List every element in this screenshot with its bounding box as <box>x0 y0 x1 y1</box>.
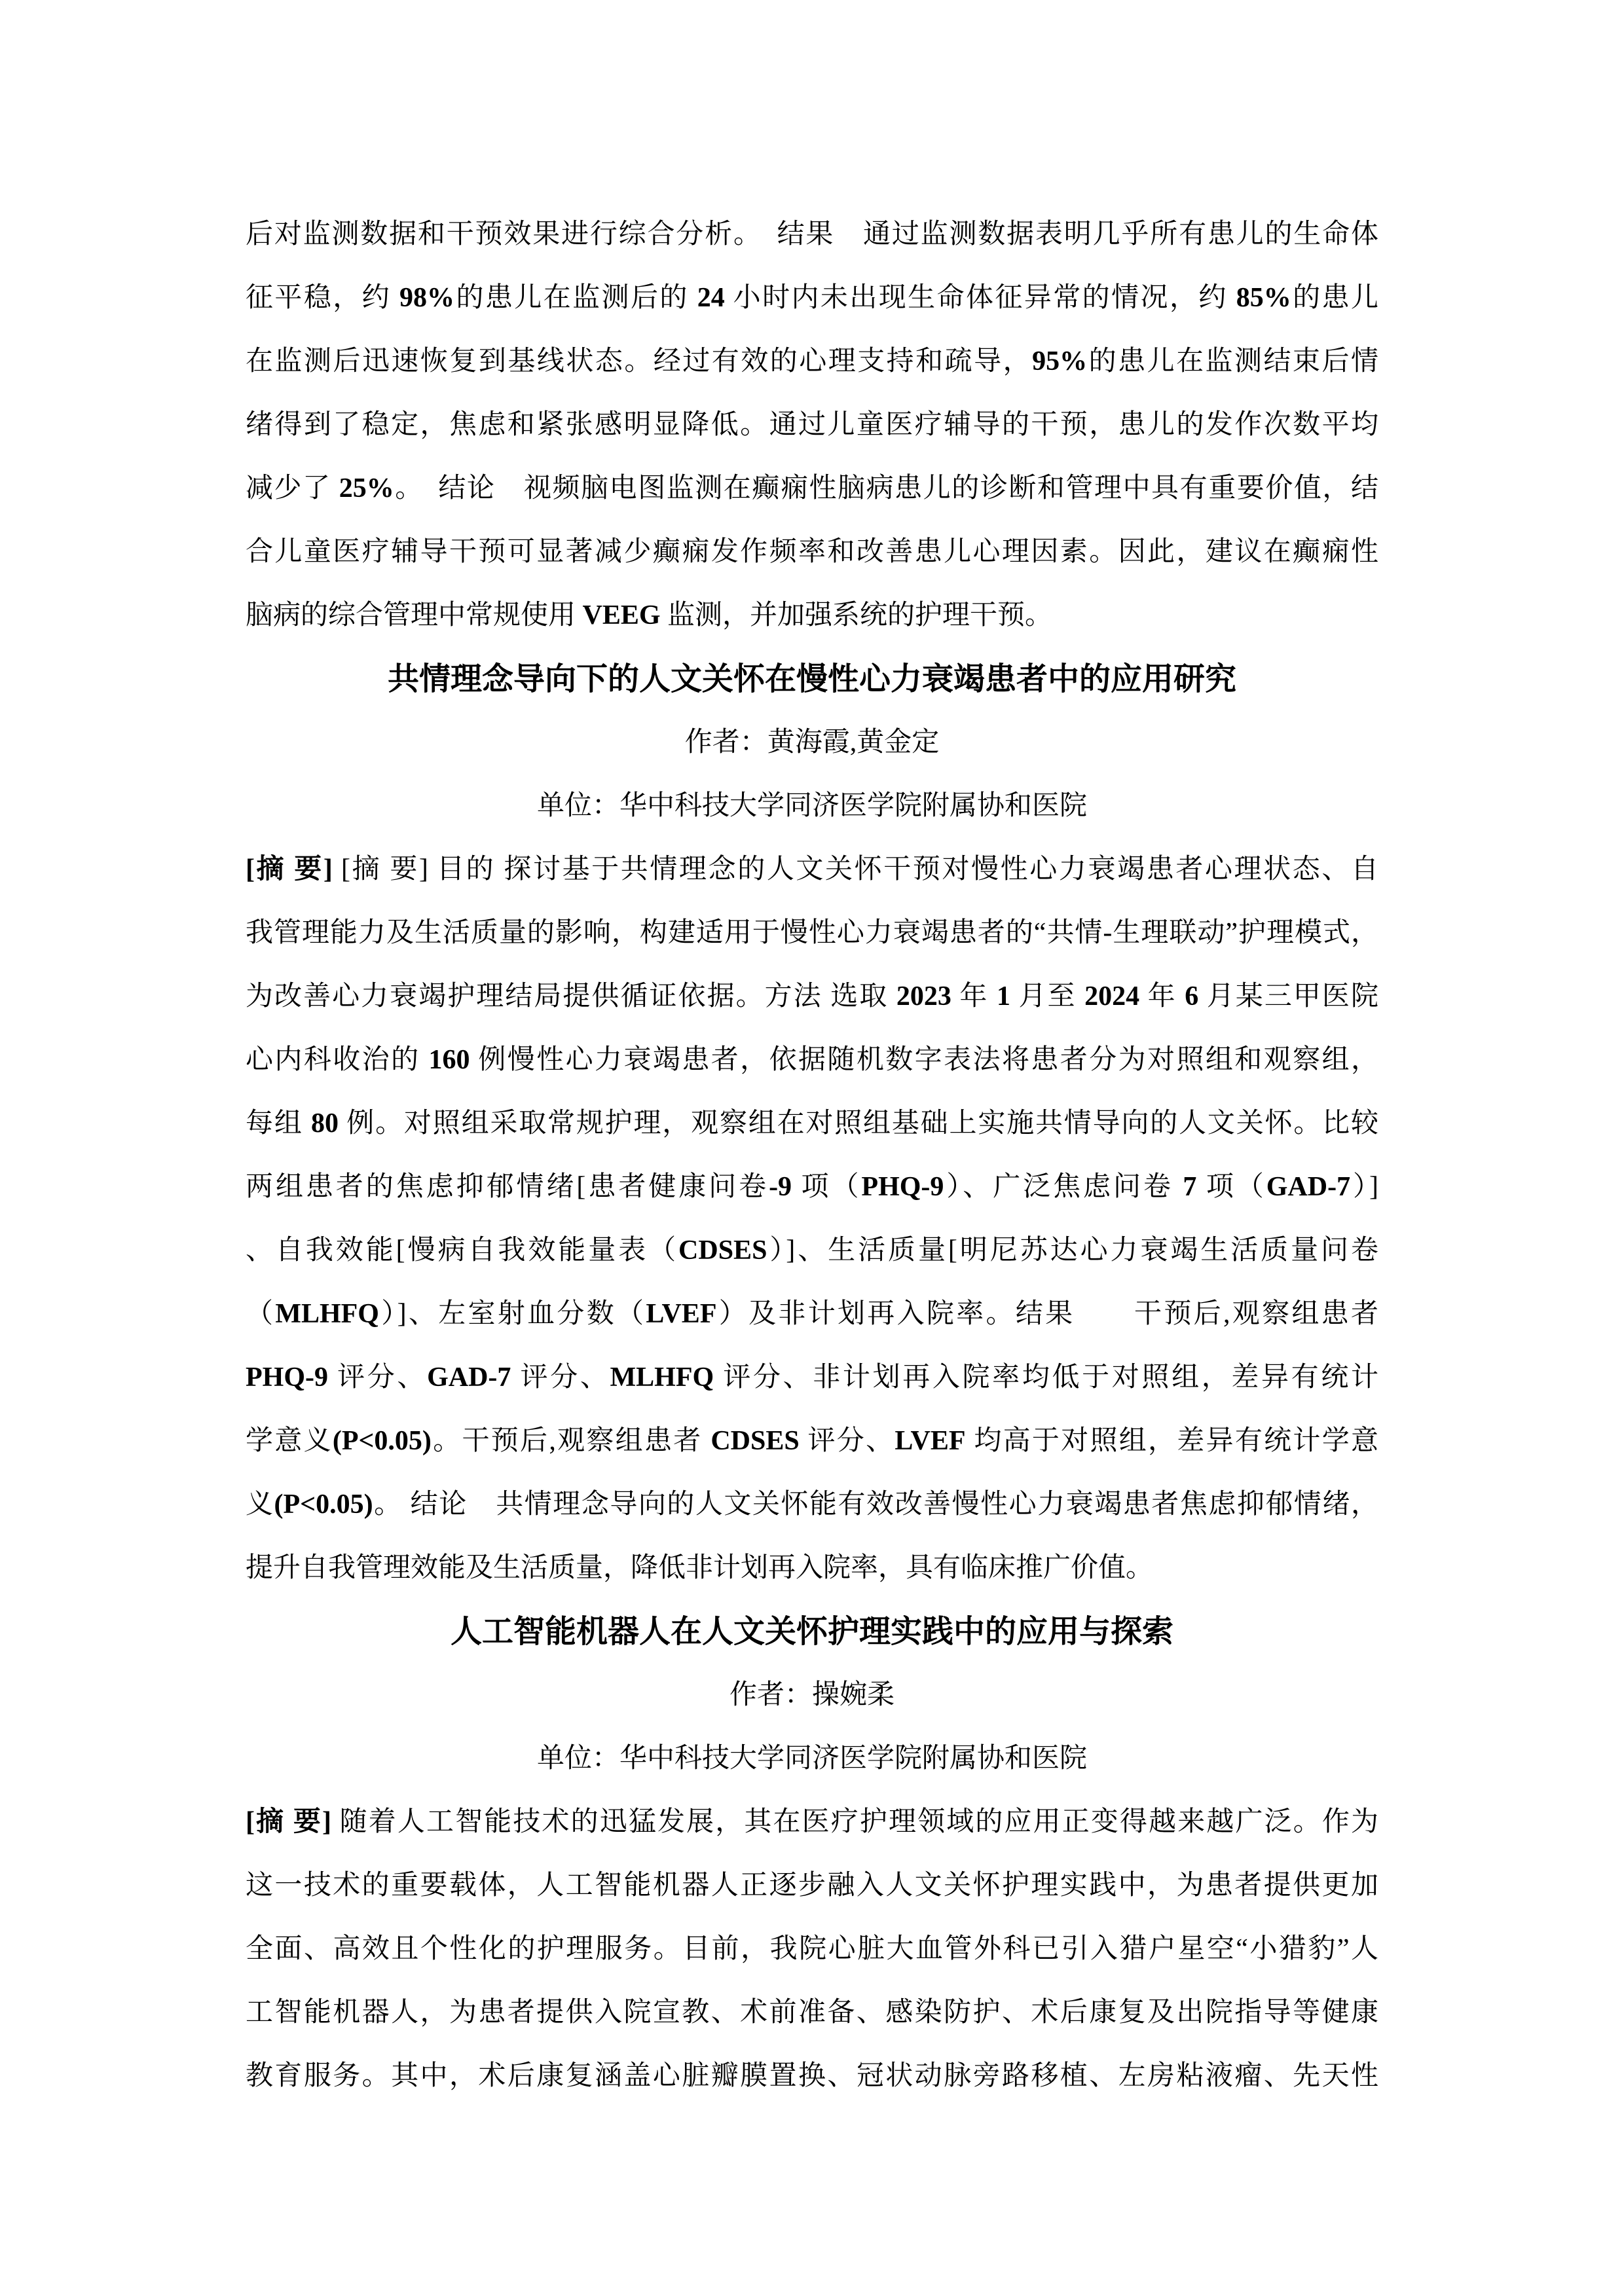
article2-abstract-line-8 <box>246 1283 1378 1346</box>
abstract1-line-3 <box>246 330 1378 393</box>
text-run: 两组患者的焦虑抑郁情绪[患者健康问卷 <box>246 1172 769 1202</box>
text-run: 评分、 <box>327 1362 428 1393</box>
text-run: 学意义 <box>246 1426 333 1456</box>
bold-text-run: [摘 要] <box>246 854 333 884</box>
bold-text-run: GAD-7 <box>1266 1172 1351 1202</box>
article2-abstract-line-7 <box>246 1219 1378 1283</box>
article2-abstract-line-5 <box>246 1092 1378 1156</box>
article2-abstract-line-6 <box>246 1156 1378 1219</box>
text-run: 。干预后,观察组患者 <box>431 1426 711 1456</box>
text-run: 我管理能力及生活质量的影响，构建适用于慢性心力衰竭患者的“共情-生理联动”护理模式， <box>246 918 1378 948</box>
text-run: 年 <box>951 981 997 1011</box>
abstract1-line-6 <box>246 520 1378 584</box>
text-run: （ <box>246 1299 276 1329</box>
abstract1-line-7 <box>246 584 1378 647</box>
text-run: 例慢性心力衰竭患者，依据随机数字表法将患者分为对照组和观察组， <box>470 1045 1378 1075</box>
text-run: 的患儿在监测后的 <box>454 283 697 313</box>
bold-text-run: GAD-7 <box>427 1362 511 1393</box>
text-run: 每组 <box>246 1108 311 1139</box>
article3-abstract-line-5 <box>246 2045 1378 2108</box>
text-run: 作者：操婉柔 <box>729 1680 895 1710</box>
bold-text-run: 98% <box>399 283 455 313</box>
text-run: 评分、 <box>511 1362 610 1393</box>
bold-text-run: 人工智能机器人在人文关怀护理实践中的应用与探索 <box>450 1614 1173 1649</box>
text-run: 年 <box>1139 981 1185 1011</box>
text-run: 的患儿 <box>1291 283 1378 313</box>
article2-abstract-line-3 <box>246 965 1378 1029</box>
text-run: 均高于对照组，差异有统计学意 <box>965 1426 1378 1456</box>
text-run: 义 <box>246 1489 274 1520</box>
text-run: 。 结论 共情理念导向的人文关怀能有效改善慢性心力衰竭患者焦虑抑郁情绪， <box>373 1489 1378 1520</box>
text-run: 减少了 <box>246 473 339 503</box>
bold-text-run: MLHFQ <box>275 1299 379 1329</box>
text-run: ）]、左室射血分数（ <box>378 1299 646 1329</box>
abstract1-line-4 <box>246 393 1378 457</box>
bold-text-run: 1 <box>996 981 1010 1011</box>
text-run: 绪得到了稳定，焦虑和紧张感明显降低。通过儿童医疗辅导的干预，患儿的发作次数平均 <box>246 410 1378 440</box>
document-body <box>246 203 1378 2108</box>
bold-text-run: 25% <box>339 473 394 503</box>
text-run: 后对监测数据和干预效果进行综合分析。 结果 通过监测数据表明几乎所有患儿的生命体 <box>246 219 1378 249</box>
article3-abstract-line-2 <box>246 1854 1378 1918</box>
article2-abstract-line-10 <box>246 1410 1378 1473</box>
article2-abstract-line-9 <box>246 1346 1378 1410</box>
text-run: 提升自我管理效能及生活质量，降低非计划再入院率，具有临床推广价值。 <box>246 1553 1154 1583</box>
bold-text-run: (P<0.05) <box>274 1489 373 1520</box>
bold-text-run: -9 <box>769 1172 792 1202</box>
article2-affiliation <box>246 774 1378 838</box>
text-run: 月至 <box>1010 981 1085 1011</box>
text-run: 月某三甲医院 <box>1198 981 1378 1011</box>
text-run: ）] <box>1350 1172 1378 1202</box>
text-run: 监测，并加强系统的护理干预。 <box>660 600 1053 630</box>
text-run: 工智能机器人，为患者提供入院宣教、术前准备、感染防护、术后康复及出院指导等健康 <box>246 1997 1378 2028</box>
bold-text-run: PHQ-9 <box>246 1362 328 1393</box>
bold-text-run: 24 <box>697 283 725 313</box>
article2-abstract-line-4 <box>246 1029 1378 1092</box>
text-run: 心内科收治的 <box>246 1045 429 1075</box>
article2-authors <box>246 711 1378 774</box>
bold-text-run: LVEF <box>646 1299 717 1329</box>
text-run: 教育服务。其中，术后康复涵盖心脏瓣膜置换、冠状动脉旁路移植、左房粘液瘤、先天性 <box>246 2061 1378 2091</box>
abstract1-line-5 <box>246 457 1378 520</box>
text-run: 合儿童医疗辅导干预可显著减少癫痫发作频率和改善患儿心理因素。因此，建议在癫痫性 <box>246 537 1378 567</box>
text-run: 在监测后迅速恢复到基线状态。经过有效的心理支持和疏导， <box>246 346 1033 376</box>
bold-text-run: CDSES <box>710 1426 800 1456</box>
text-run: 脑病的综合管理中常规使用 <box>246 600 583 630</box>
bold-text-run: 2023 <box>896 981 951 1011</box>
article3-abstract-line-3 <box>246 1918 1378 1981</box>
abstract1-line-2 <box>246 266 1378 330</box>
bold-text-run: 80 <box>310 1108 339 1139</box>
text-run: 例。对照组采取常规护理，观察组在对照组基础上实施共情导向的人文关怀。比较 <box>338 1108 1378 1139</box>
article2-abstract-line-11 <box>246 1473 1378 1537</box>
bold-text-run: 2024 <box>1084 981 1140 1011</box>
article3-title <box>246 1600 1378 1664</box>
text-run: 全面、高效且个性化的护理服务。目前，我院心脏大血管外科已引入猎户星空“小猎豹”人 <box>246 1934 1378 1964</box>
bold-text-run: 95% <box>1032 346 1088 376</box>
bold-text-run: MLHFQ <box>610 1362 714 1393</box>
text-run: [摘 要] 目的 探讨基于共情理念的人文关怀干预对慢性心力衰竭患者心理状态、自 <box>332 854 1378 884</box>
text-run: ）、广泛焦虑问卷 <box>944 1172 1183 1202</box>
text-run: ）]、生活质量[明尼苏达心力衰竭生活质量问卷 <box>767 1235 1378 1266</box>
article2-title <box>246 647 1378 711</box>
text-run: 项（ <box>792 1172 862 1202</box>
bold-text-run: 85% <box>1236 283 1291 313</box>
article3-authors <box>246 1664 1378 1727</box>
bold-text-run: 160 <box>428 1045 470 1075</box>
bold-text-run: CDSES <box>678 1235 767 1266</box>
text-run: 。 结论 视频脑电图监测在癫痫性脑病患儿的诊断和管理中具有重要价值，结 <box>394 473 1378 503</box>
bold-text-run: (P<0.05) <box>332 1426 432 1456</box>
bold-text-run: VEEG <box>582 600 661 630</box>
bold-text-run: 6 <box>1185 981 1199 1011</box>
bold-text-run: PHQ-9 <box>861 1172 944 1202</box>
bold-text-run: LVEF <box>895 1426 966 1456</box>
text-run: 这一技术的重要载体，人工智能机器人正逐步融入人文关怀护理实践中，为患者提供更加 <box>246 1870 1378 1901</box>
text-run: 单位：华中科技大学同济医学院附属协和医院 <box>536 1743 1087 1774</box>
text-run: 随着人工智能技术的迅猛发展，其在医疗护理领域的应用正变得越来越广泛。作为 <box>331 1807 1378 1837</box>
article3-abstract-line-1 <box>246 1791 1378 1854</box>
text-run: 作者：黄海霞,黄金定 <box>684 727 940 757</box>
text-run: 单位：华中科技大学同济医学院附属协和医院 <box>536 791 1087 821</box>
text-run: 的患儿在监测结束后情 <box>1087 346 1378 376</box>
bold-text-run: 共情理念导向下的人文关怀在慢性心力衰竭患者中的应用研究 <box>387 662 1236 697</box>
bold-text-run: 7 <box>1183 1172 1197 1202</box>
bold-text-run: [摘 要] <box>246 1807 331 1837</box>
text-run: 评分、 <box>799 1426 895 1456</box>
text-run: 评分、非计划再入院率均低于对照组，差异有统计 <box>714 1362 1378 1393</box>
abstract1-line-1 <box>246 203 1378 266</box>
article3-abstract-line-4 <box>246 1981 1378 2045</box>
article2-abstract-line-1 <box>246 838 1378 902</box>
article2-abstract-line-12 <box>246 1537 1378 1600</box>
text-run: 为改善心力衰竭护理结局提供循证依据。方法 选取 <box>246 981 896 1011</box>
text-run: 征平稳，约 <box>246 283 400 313</box>
text-run: 项（ <box>1196 1172 1266 1202</box>
text-run: ）及非计划再入院率。结果 干预后,观察组患者 <box>716 1299 1378 1329</box>
text-run: 小时内未出现生命体征异常的情况，约 <box>724 283 1236 313</box>
article2-abstract-line-2 <box>246 902 1378 965</box>
text-run: 、自我效能[慢病自我效能量表（ <box>246 1235 679 1266</box>
article3-affiliation <box>246 1727 1378 1791</box>
